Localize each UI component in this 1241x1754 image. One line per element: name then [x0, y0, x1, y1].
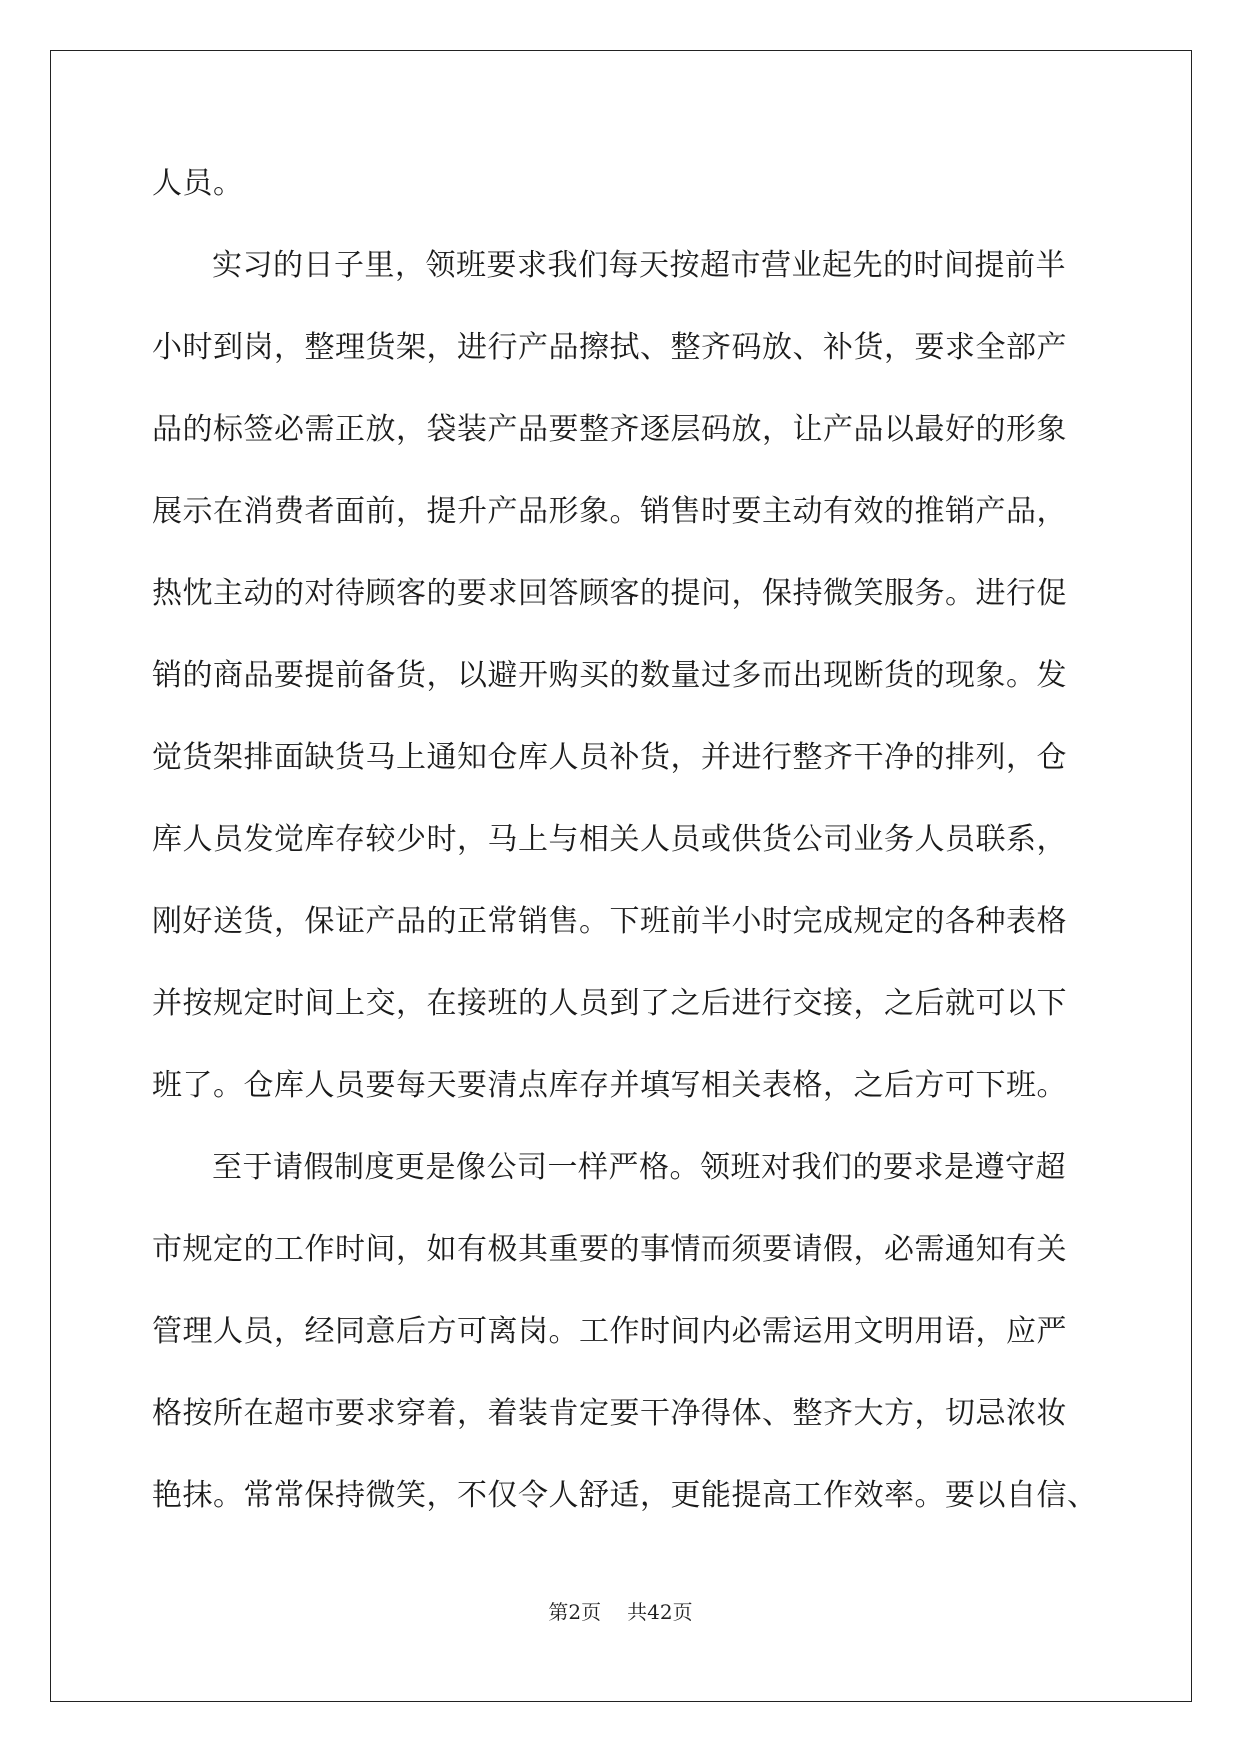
text-line: 觉货架排面缺货马上通知仓库人员补货，并进行整齐干净的排列，仓: [152, 740, 1067, 775]
text-line: 市规定的工作时间，如有极其重要的事情而须要请假，必需通知有关: [152, 1232, 1067, 1267]
text-line: 班了。仓库人员要每天要清点库存并填写相关表格，之后方可下班。: [152, 1068, 1067, 1103]
text-line: 展示在消费者面前，提升产品形象。销售时要主动有效的推销产品，: [152, 494, 1067, 529]
text-line: 人员。: [152, 166, 244, 201]
text-line: 艳抹。常常保持微笑，不仅令人舒适，更能提高工作效率。要以自信、: [152, 1478, 1098, 1513]
text-line: 并按规定时间上交，在接班的人员到了之后进行交接，之后就可以下: [152, 986, 1067, 1021]
text-line: 格按所在超市要求穿着，着装肯定要干净得体、整齐大方，切忌浓妆: [152, 1396, 1067, 1431]
page-number: 第2页: [548, 1600, 602, 1624]
text-line: 热忱主动的对待顾客的要求回答顾客的提问，保持微笑服务。进行促: [152, 576, 1067, 611]
page-total: 共42页: [627, 1600, 693, 1624]
text-line: 库人员发觉库存较少时，马上与相关人员或供货公司业务人员联系，: [152, 822, 1067, 857]
text-line: 小时到岗，整理货架，进行产品擦拭、整齐码放、补货，要求全部产: [152, 330, 1067, 365]
page-footer: [0, 1596, 1241, 1625]
document-body: [152, 158, 1098, 1552]
text-line: 至于请假制度更是像公司一样严格。领班对我们的要求是遵守超: [212, 1150, 1066, 1185]
text-line: 品的标签必需正放，袋装产品要整齐逐层码放，让产品以最好的形象: [152, 412, 1067, 447]
text-line: 销的商品要提前备货，以避开购买的数量过多而出现断货的现象。发: [152, 658, 1067, 693]
text-line: 实习的日子里，领班要求我们每天按超市营业起先的时间提前半: [212, 248, 1066, 283]
text-line: 刚好送货，保证产品的正常销售。下班前半小时完成规定的各种表格: [152, 904, 1067, 939]
text-line: 管理人员，经同意后方可离岗。工作时间内必需运用文明用语，应严: [152, 1314, 1067, 1349]
